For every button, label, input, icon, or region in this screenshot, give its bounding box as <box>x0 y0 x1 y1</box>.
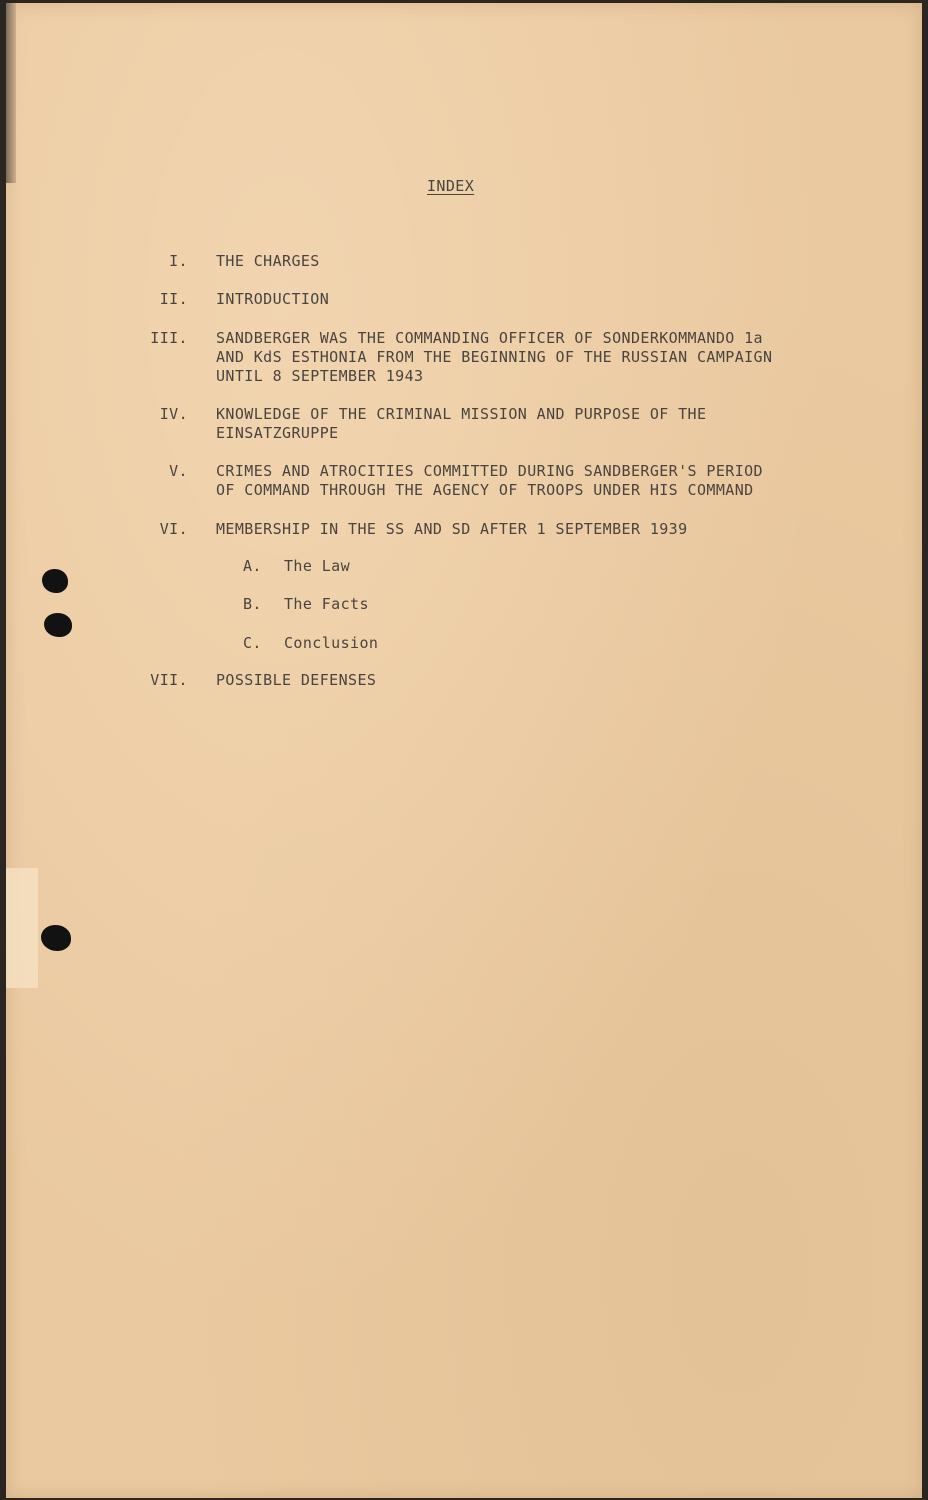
subsection-title: The Facts <box>284 595 369 613</box>
section-number: II. <box>159 290 188 308</box>
section-title: POSSIBLE DEFENSES <box>216 671 377 689</box>
section-number: V. <box>169 462 188 480</box>
section-number: III. <box>150 329 188 347</box>
section-title: INTRODUCTION <box>216 290 330 308</box>
punch-hole <box>42 569 68 593</box>
section-title-line: SANDBERGER WAS THE COMMANDING OFFICER OF SONDERKOMMANDO 1a <box>216 329 763 347</box>
subsection-title: The Law <box>284 557 351 575</box>
document-page <box>6 3 922 1498</box>
punch-hole <box>41 925 71 951</box>
subsection-letter: B. <box>243 595 262 613</box>
tape-patch <box>6 868 38 988</box>
section-title-line: OF COMMAND THROUGH THE AGENCY OF TROOPS UNDER HIS COMMAND <box>216 481 754 499</box>
punch-hole <box>44 613 72 637</box>
section-title-line: KNOWLEDGE OF THE CRIMINAL MISSION AND PURPOSE OF THE <box>216 405 707 423</box>
subsection-title: Conclusion <box>284 634 379 652</box>
section-title: THE CHARGES <box>216 252 320 270</box>
section-title-line: UNTIL 8 SEPTEMBER 1943 <box>216 367 424 385</box>
section-number: IV. <box>159 405 188 423</box>
subsection-letter: A. <box>243 557 262 575</box>
index-title: INDEX <box>427 177 475 195</box>
section-number: I. <box>169 252 188 270</box>
left-edge-shadow <box>6 3 16 183</box>
subsection-letter: C. <box>243 634 262 652</box>
section-number: VII. <box>150 671 188 689</box>
section-number: VI. <box>159 520 188 538</box>
section-title-line: EINSATZGRUPPE <box>216 424 339 442</box>
section-title-line: CRIMES AND ATROCITIES COMMITTED DURING SANDBERGER'S PERIOD <box>216 462 763 480</box>
section-title: MEMBERSHIP IN THE SS AND SD AFTER 1 SEPTEMBER 1939 <box>216 520 688 538</box>
section-title-line: AND KdS ESTHONIA FROM THE BEGINNING OF THE RUSSIAN CAMPAIGN <box>216 348 773 366</box>
